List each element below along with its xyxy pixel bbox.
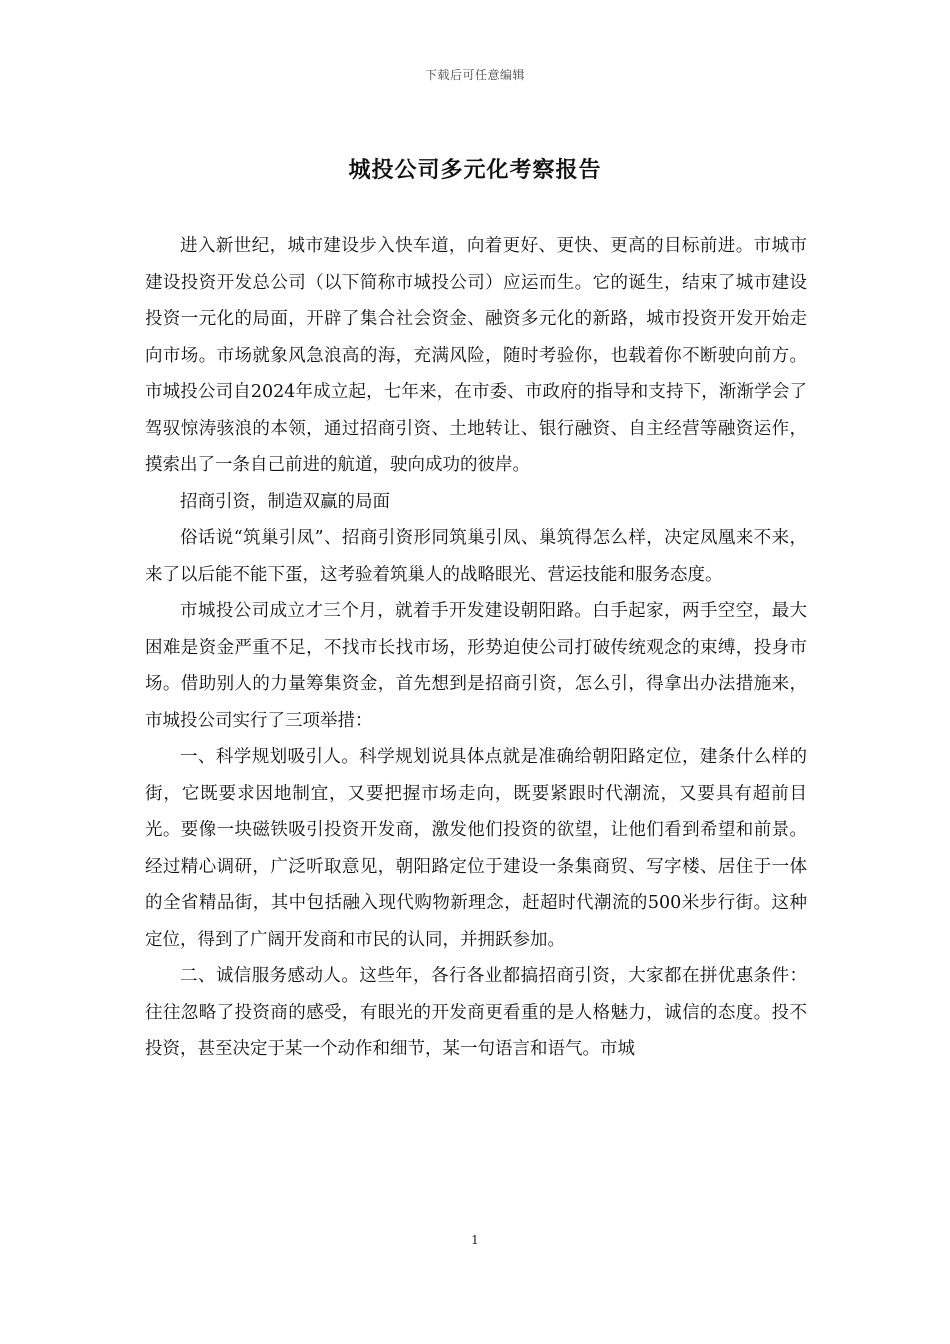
paragraph-measure-one: 一、科学规划吸引人。科学规划说具体点就是准确给朝阳路定位，建条什么样的街，它既要求因地制宜，又要把握市场走向，既要紧跟时代潮流，又要具有超前目光。要像一块磁铁吸引投资开发商，激发他们投资的欲望，让他们看到希望和前景。经过精心调研，广泛听取意见，朝阳路定位于建设一条集商贸、写字楼、居住于一体的全省精品街，其中包括融入现代购物新理念，赶超时代潮流的500米步行街。这种定位，得到了广阔开发商和市民的认同，并拥跃参加。: [145, 747, 807, 950]
document-title: 城投公司多元化考察报告: [348, 157, 602, 183]
paragraph-measure-two: 二、诚信服务感动人。这些年，各行各业都搞招商引资，大家都在拼优惠条件：往往忽略了投资商的感受，有眼光的开发商更看重的是人格魅力，诚信的态度。投不投资，甚至决定于某一个动作和细节，某一句语言和语气。市城: [145, 966, 807, 1059]
header-note: 下载后可任意编辑: [424, 68, 525, 82]
paragraph: 俗话说“筑巢引凤”、招商引资形同筑巢引凤、巢筑得怎么样，决定凤凰来不来，来了以后能不能下蛋，这考验着筑巢人的战略眼光、营运技能和服务态度。: [145, 528, 807, 585]
paragraph: 市城投公司成立才三个月，就着手开发建设朝阳路。白手起家，两手空空，最大困难是资金严重不足，不找市长找市场，形势迫使公司打破传统观念的束缚，投身市场。借助别人的力量筹集资金，首先想到是招商引资，怎么引，得拿出办法措施来，市城投公司实行了三项举措：: [145, 601, 807, 731]
document-body: [145, 228, 807, 1068]
page-number: 1: [471, 1233, 479, 1247]
paragraph-intro: 进入新世纪，城市建设步入快车道，向着更好、更快、更高的目标前进。市城市建设投资开发总公司（以下简称市城投公司）应运而生。它的诞生，结束了城市建设投资一元化的局面，开辟了集合社会资金、融资多元化的新路，城市投资开发开始走向市场。市场就象风急浪高的海，充满风险，随时考验你，也载着你不断驶向前方。市城投公司自2024年成立起，七年来，在市委、市政府的指导和支持下，渐渐学会了驾驭惊涛骇浪的本领，通过招商引资、土地转让、银行融资、自主经营等融资运作，摸索出了一条自己前进的航道，驶向成功的彼岸。: [145, 236, 807, 475]
section-heading: 招商引资，制造双赢的局面: [180, 491, 390, 512]
